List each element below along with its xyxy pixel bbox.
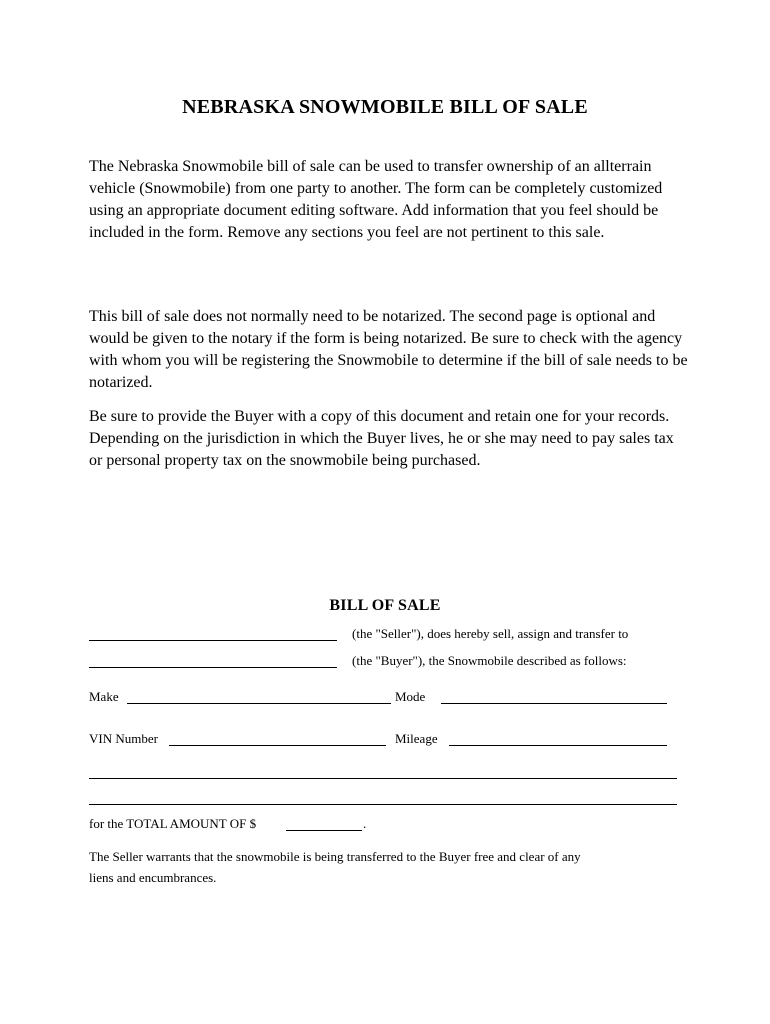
vin-field[interactable] [169, 745, 386, 746]
description-line-1[interactable] [89, 778, 677, 779]
make-label: Make [89, 689, 119, 704]
total-amount-period: . [363, 816, 367, 831]
vin-label: VIN Number [89, 731, 158, 746]
notarization-paragraph: This bill of sale does not normally need to be notarized. The second page is optional and would be given to the notary if the form is being notarized. Be sure to check with the agency with whom you will be registering the Snowmobile to determine if the bill of sale needs to be notarized. [89, 308, 688, 391]
model-field[interactable] [441, 703, 667, 704]
total-amount-field[interactable] [286, 830, 362, 831]
warranty-line-2: liens and encumbrances. [89, 870, 217, 885]
description-line-2[interactable] [89, 804, 677, 805]
seller-name-field[interactable] [89, 640, 337, 641]
model-label: Mode [395, 689, 426, 704]
buyer-name-field[interactable] [89, 667, 337, 668]
bill-of-sale-heading: BILL OF SALE [329, 597, 441, 614]
warranty-line-1: The Seller warrants that the snowmobile is being transferred to the Buyer free and clear of any [89, 849, 581, 864]
document-title: NEBRASKA SNOWMOBILE BILL OF SALE [182, 96, 588, 118]
buyer-copy-paragraph: Be sure to provide the Buyer with a copy of this document and retain one for your records. Depending on the jurisdiction in which the Buyer lives, he or she may need to pay sales tax or personal property tax on the snowmobile being purchased. [89, 408, 674, 469]
make-field[interactable] [127, 703, 391, 704]
mileage-field[interactable] [449, 745, 667, 746]
buyer-statement: (the "Buyer"), the Snowmobile described as follows: [352, 653, 627, 668]
seller-statement: (the "Seller"), does hereby sell, assign and transfer to [352, 626, 629, 641]
intro-paragraph: The Nebraska Snowmobile bill of sale can be used to transfer ownership of an allterrain vehicle (Snowmobile) from one party to another. The form can be completely customized using an appropriate document editing software. Add information that you feel should be included in the form. Remove any sections you feel are not pertinent to this sale. [89, 158, 663, 241]
total-amount-label: for the TOTAL AMOUNT OF $ [89, 816, 257, 831]
mileage-label: Mileage [395, 731, 438, 746]
